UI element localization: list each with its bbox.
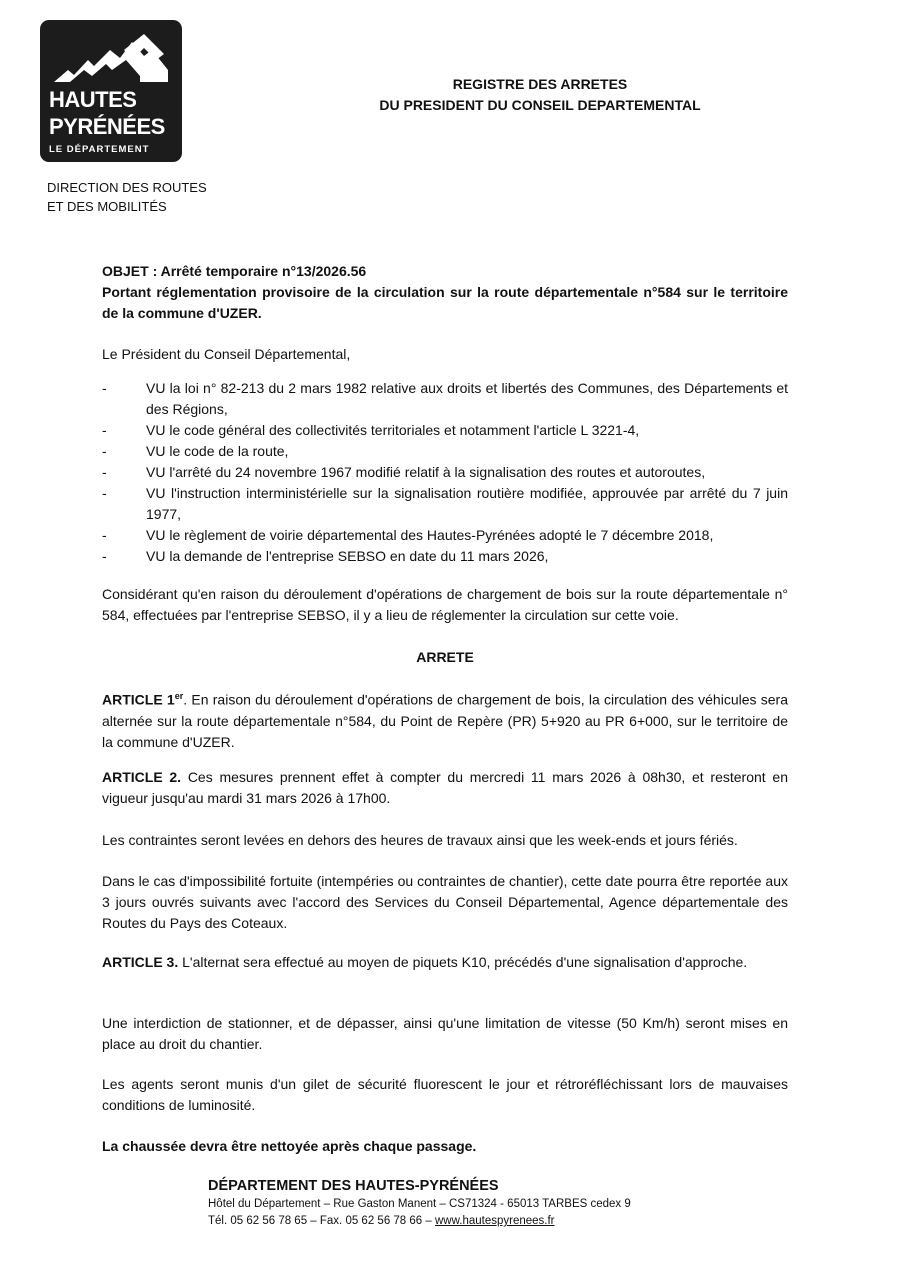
logo-line-1: HAUTES — [49, 87, 137, 112]
article-2-text: Ces mesures prennent effet à compter du mercredi 11 mars 2026 à 08h30, et resteront en vigueur jusqu'au mardi 31 mars 2026 à 17h00. — [102, 769, 788, 806]
vu-item-text: VU l'arrêté du 24 novembre 1967 modifié relatif à la signalisation des routes et autoroutes, — [146, 464, 706, 480]
agents-paragraph: Les agents seront munis d'un gilet de sécurité fluorescent le jour et rétroréfléchissant lors de mauvaises conditions de luminosité. — [102, 1076, 788, 1113]
article-1 — [102, 686, 788, 753]
direction-line-1: DIRECTION DES ROUTES — [47, 180, 207, 195]
article-1-label: ARTICLE 1 — [102, 691, 175, 708]
direction-label — [47, 178, 207, 216]
vu-list — [102, 378, 788, 567]
vu-item: - VU la loi n° 82-213 du 2 mars 1982 relative aux droits et libertés des Communes, des Départements et des Régions, — [102, 378, 788, 420]
vu-item-text: VU l'instruction interministérielle sur la signalisation routière modifiée, approuvée par arrêté du 7 juin 1977, — [146, 485, 788, 522]
vu-item: - VU le code de la route, — [102, 441, 788, 462]
article-1-text: . En raison du déroulement d'opérations de chargement de bois, la circulation des véhicules sera alternée sur la route départementale n°584, du Point de Repère (PR) 5+920 au PR 6+000, sur le territoire de la commune d'UZER. — [102, 691, 788, 750]
president-line: Le Président du Conseil Départemental, — [102, 346, 351, 362]
register-line-1: REGISTRE DES ARRETES — [452, 76, 628, 92]
footer-website-link[interactable]: www.hautespyrenees.fr — [434, 1215, 555, 1227]
objet-block — [102, 261, 788, 324]
arrete-heading: ARRETE — [416, 649, 474, 665]
footer — [208, 1176, 728, 1230]
article-3-label: ARTICLE 3. — [102, 954, 179, 970]
considerant-paragraph: Considérant qu'en raison du déroulement d'opérations de chargement de bois sur la route départementale n° 584, effectuées par l'entreprise SEBSO, il y a lieu de réglementer la circulation sur cette voie. — [102, 586, 788, 623]
article-1-sup: er — [174, 691, 184, 701]
objet-subtitle: Portant réglementation provisoire de la circulation sur la route départementale n°584 sur le territoire de la commune d'UZER. — [102, 284, 788, 321]
article-3 — [102, 952, 788, 973]
register-heading — [330, 74, 750, 116]
article-2-label: ARTICLE 2. — [102, 769, 182, 785]
vu-item-text: VU le code général des collectivités territoriales et notamment l'article L 3221-4, — [146, 422, 640, 438]
register-line-2: DU PRESIDENT DU CONSEIL DEPARTEMENTAL — [379, 97, 701, 113]
interdiction-paragraph: Une interdiction de stationner, et de dépasser, ainsi qu'une limitation de vitesse (50 Km/h) seront mises en place au droit du chantier. — [102, 1015, 788, 1052]
chaussee-line: La chaussée devra être nettoyée après chaque passage. — [102, 1138, 477, 1154]
vu-item: - VU l'instruction interministérielle sur la signalisation routière modifiée, approuvée par arrêté du 7 juin 1977, — [102, 483, 788, 525]
direction-line-2: ET DES MOBILITÉS — [47, 199, 167, 214]
impossibilite-paragraph: Dans le cas d'impossibilité fortuite (intempéries ou contraintes de chantier), cette date pourra être reportée aux 3 jours ouvrés suivants avec l'accord des Services du Conseil Départemental, Agence départementale des Routes du Pays des Coteaux. — [102, 873, 788, 931]
footer-address: Hôtel du Département – Rue Gaston Manent – CS71324 - 65013 TARBES cedex 9 — [208, 1198, 631, 1210]
vu-item-text: VU la loi n° 82-213 du 2 mars 1982 relative aux droits et libertés des Communes, des Départements et des Régions, — [146, 380, 788, 417]
contraintes-paragraph: Les contraintes seront levées en dehors des heures de travaux ainsi que les week-ends et jours fériés. — [102, 832, 738, 848]
footer-tel-fax: Tél. 05 62 56 78 65 – Fax. 05 62 56 78 66 – — [208, 1215, 435, 1227]
logo-line-2: PYRÉNÉES — [49, 114, 165, 139]
vu-item: - VU l'arrêté du 24 novembre 1967 modifié relatif à la signalisation des routes et autoroutes, — [102, 462, 788, 483]
vu-item-text: VU la demande de l'entreprise SEBSO en date du 11 mars 2026, — [146, 548, 549, 564]
vu-item: - VU le règlement de voirie départemental des Hautes-Pyrénées adopté le 7 décembre 2018, — [102, 525, 788, 546]
vu-item-text: VU le code de la route, — [146, 443, 289, 459]
article-3-text: L'alternat sera effectué au moyen de piquets K10, précédés d'une signalisation d'approche. — [178, 954, 748, 970]
objet-title: OBJET : Arrêté temporaire n°13/2026.56 — [102, 263, 367, 279]
mountain-logo-icon — [40, 20, 182, 90]
hautes-pyrenees-logo — [40, 20, 182, 162]
vu-item-text: VU le règlement de voirie départemental des Hautes-Pyrénées adopté le 7 décembre 2018, — [146, 527, 714, 543]
article-2 — [102, 767, 788, 809]
logo-line-3: LE DÉPARTEMENT — [49, 144, 150, 155]
footer-department: DÉPARTEMENT DES HAUTES-PYRÉNÉES — [208, 1178, 499, 1194]
footer-contact — [208, 1213, 728, 1230]
vu-item: - VU le code général des collectivités territoriales et notamment l'article L 3221-4, — [102, 420, 788, 441]
vu-item: - VU la demande de l'entreprise SEBSO en date du 11 mars 2026, — [102, 546, 788, 567]
